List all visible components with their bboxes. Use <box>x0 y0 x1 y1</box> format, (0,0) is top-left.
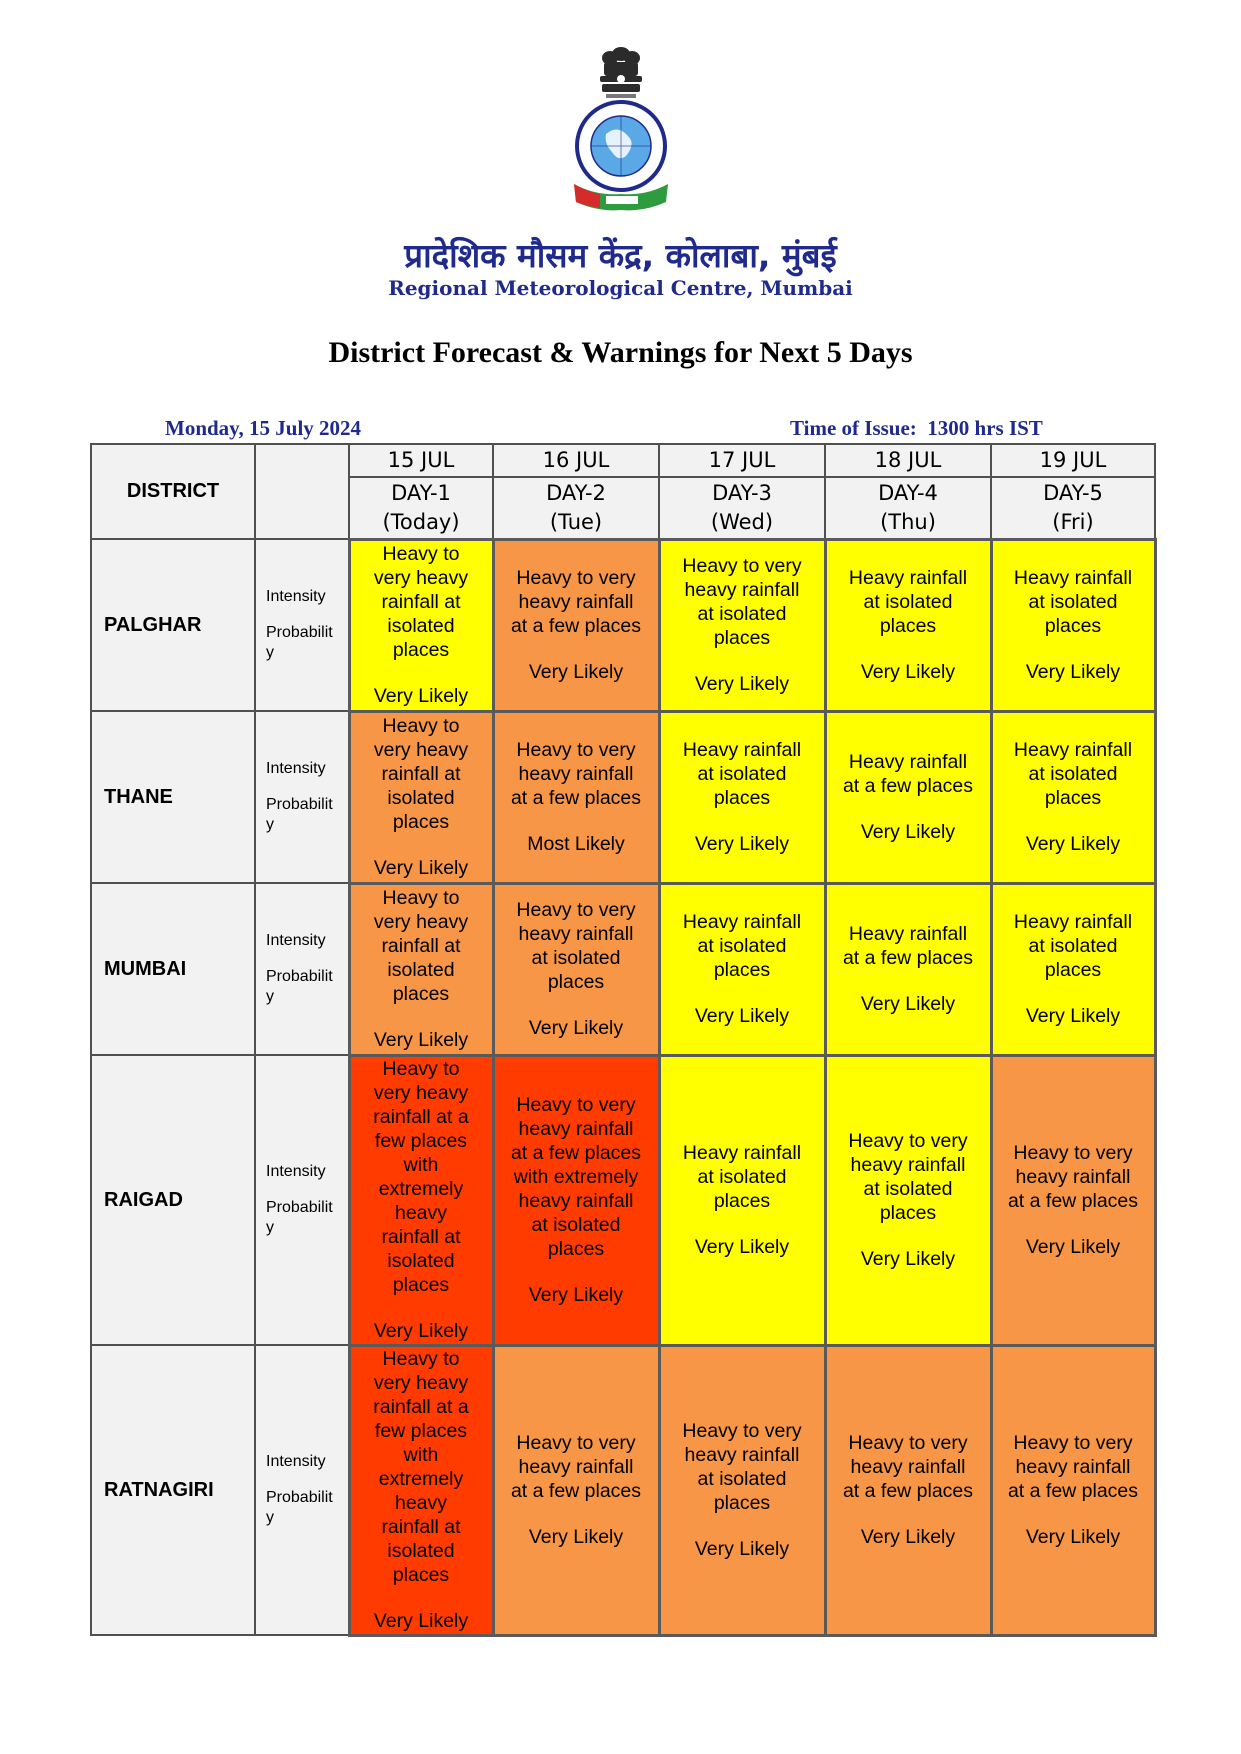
day-number: DAY-5 <box>1043 480 1103 505</box>
intensity-text: at isolated <box>697 935 787 957</box>
intensity-text: places <box>1044 615 1102 637</box>
probability-text: Very Likely <box>694 1005 790 1027</box>
intensity-text: rainfall at a <box>373 1396 469 1418</box>
imd-emblem-icon <box>566 44 676 214</box>
forecast-cell <box>659 711 825 883</box>
intensity-text: Heavy rainfall <box>848 923 968 945</box>
intensity-text: heavy rainfall <box>1015 1166 1131 1188</box>
day-date-header: 18 JUL <box>825 444 991 477</box>
intensity-text: at a few places <box>510 615 642 637</box>
row-labels <box>255 539 349 711</box>
probability-text: Very Likely <box>373 1029 469 1051</box>
page-title: District Forecast & Warnings for Next 5 Days <box>328 336 913 369</box>
probability-text: Very Likely <box>528 1526 624 1548</box>
intensity-text: places <box>713 1190 771 1212</box>
intensity-text: heavy rainfall <box>1015 1456 1131 1478</box>
intensity-text: isolated <box>387 615 455 637</box>
probability-label-wrap: y <box>266 816 274 833</box>
issue-time-value: 1300 hrs IST <box>927 416 1043 440</box>
intensity-text: places <box>713 959 771 981</box>
intensity-text: isolated <box>387 787 455 809</box>
day-weekday: (Thu) <box>880 509 936 534</box>
probability-text: Very Likely <box>1025 1526 1121 1548</box>
intensity-text: rainfall at a <box>373 1106 469 1128</box>
forecast-cell <box>349 883 493 1055</box>
intensity-text: places <box>713 787 771 809</box>
row-labels <box>255 1055 349 1345</box>
probability-text: Very Likely <box>1025 1236 1121 1258</box>
probability-text: Very Likely <box>373 685 469 707</box>
intensity-text: heavy rainfall <box>518 1190 634 1212</box>
day-number: DAY-4 <box>878 480 938 505</box>
district-name: MUMBAI <box>91 883 255 1055</box>
table-row <box>91 1345 1155 1635</box>
intensity-text: Heavy to very <box>516 1094 636 1116</box>
intensity-text: Heavy rainfall <box>682 739 802 761</box>
probability-text: Very Likely <box>860 661 956 683</box>
intensity-text: rainfall at <box>381 763 461 785</box>
day-date-header: 19 JUL <box>991 444 1155 477</box>
intensity-text: places <box>392 1274 450 1296</box>
issue-date: Monday, 15 July 2024 <box>165 416 362 440</box>
intensity-text: at a few places <box>1007 1190 1139 1212</box>
intensity-text: heavy <box>394 1202 448 1224</box>
day-weekday: (Wed) <box>710 509 774 534</box>
intensity-text: Heavy to <box>382 887 460 909</box>
forecast-cell <box>825 1055 991 1345</box>
probability-label: Probabilit <box>266 624 333 641</box>
intensity-text: very heavy <box>373 1082 469 1104</box>
probability-text: Very Likely <box>1025 833 1121 855</box>
forecast-table <box>90 443 1157 1637</box>
intensity-text: heavy rainfall <box>684 1444 800 1466</box>
intensity-text: Heavy rainfall <box>848 567 968 589</box>
intensity-text: Heavy to <box>382 1058 460 1080</box>
intensity-text: heavy rainfall <box>518 923 634 945</box>
issue-time-label: Time of Issue: <box>790 416 917 440</box>
day-label-header <box>493 477 659 539</box>
probability-text: Very Likely <box>528 1017 624 1039</box>
probability-text: Very Likely <box>528 661 624 683</box>
forecast-cell <box>991 1345 1155 1635</box>
intensity-text: Heavy to <box>382 715 460 737</box>
row-labels <box>255 1345 349 1635</box>
intensity-text: isolated <box>387 1250 455 1272</box>
table-row <box>91 539 1155 711</box>
forecast-cell <box>991 539 1155 711</box>
intensity-text: very heavy <box>373 739 469 761</box>
probability-label-wrap: y <box>266 1219 274 1236</box>
intensity-text: very heavy <box>373 911 469 933</box>
intensity-text: few places <box>374 1130 468 1152</box>
probability-label: Probabilit <box>266 968 333 985</box>
forecast-cell <box>493 1345 659 1635</box>
intensity-text: Heavy to very <box>682 1420 802 1442</box>
issue-time <box>790 416 1043 441</box>
day-label-header <box>349 477 493 539</box>
probability-text: Very Likely <box>860 821 956 843</box>
day-date-header: 16 JUL <box>493 444 659 477</box>
intensity-label: Intensity <box>266 1163 326 1180</box>
probability-text: Very Likely <box>694 673 790 695</box>
intensity-text: at a few places <box>510 1480 642 1502</box>
intensity-text: heavy rainfall <box>518 1118 634 1140</box>
intensity-text: at isolated <box>863 591 953 613</box>
forecast-cell <box>493 883 659 1055</box>
intensity-text: Heavy rainfall <box>682 911 802 933</box>
table-row <box>91 711 1155 883</box>
forecast-cell <box>349 711 493 883</box>
intensity-text: rainfall at <box>381 591 461 613</box>
forecast-cell <box>659 1055 825 1345</box>
intensity-text: places <box>879 615 937 637</box>
probability-text: Very Likely <box>373 1610 469 1632</box>
intensity-text: places <box>713 1492 771 1514</box>
intensity-text: Heavy rainfall <box>1013 567 1133 589</box>
intensity-text: heavy rainfall <box>850 1154 966 1176</box>
day-label-header <box>825 477 991 539</box>
intensity-text: places <box>1044 787 1102 809</box>
day-weekday: (Tue) <box>549 509 603 534</box>
forecast-cell <box>349 1345 493 1635</box>
district-name: PALGHAR <box>91 539 255 711</box>
intensity-text: places <box>879 1202 937 1224</box>
probability-text: Very Likely <box>1025 661 1121 683</box>
table-row <box>91 883 1155 1055</box>
intensity-text: Heavy to very <box>682 555 802 577</box>
intensity-text: at isolated <box>697 1468 787 1490</box>
intensity-text: at isolated <box>1028 935 1118 957</box>
intensity-text: isolated <box>387 959 455 981</box>
forecast-cell <box>991 883 1155 1055</box>
intensity-label: Intensity <box>266 760 326 777</box>
intensity-text: places <box>392 1564 450 1586</box>
district-name: RATNAGIRI <box>91 1345 255 1635</box>
intensity-text: rainfall at <box>381 1226 461 1248</box>
probability-label-wrap: y <box>266 988 274 1005</box>
intensity-text: Heavy rainfall <box>1013 911 1133 933</box>
forecast-cell <box>991 711 1155 883</box>
probability-text: Very Likely <box>373 857 469 879</box>
intensity-text: heavy rainfall <box>518 763 634 785</box>
intensity-text: Heavy to very <box>516 1432 636 1454</box>
intensity-text: Heavy to <box>382 543 460 565</box>
day-number: DAY-1 <box>391 480 451 505</box>
intensity-text: with <box>403 1444 439 1466</box>
forecast-cell <box>493 711 659 883</box>
probability-text: Very Likely <box>528 1284 624 1306</box>
probability-label: Probabilit <box>266 1489 333 1506</box>
intensity-text: with <box>403 1154 439 1176</box>
forecast-cell <box>349 539 493 711</box>
intensity-text: Heavy rainfall <box>848 751 968 773</box>
probability-text: Very Likely <box>694 1538 790 1560</box>
intensity-text: heavy rainfall <box>518 1456 634 1478</box>
probability-text: Very Likely <box>694 1236 790 1258</box>
intensity-text: Heavy to very <box>516 567 636 589</box>
intensity-text: Heavy to very <box>848 1432 968 1454</box>
intensity-text: places <box>392 983 450 1005</box>
day-label-header <box>659 477 825 539</box>
forecast-cell <box>825 883 991 1055</box>
forecast-cell <box>493 1055 659 1345</box>
district-name: RAIGAD <box>91 1055 255 1345</box>
intensity-text: at isolated <box>697 1166 787 1188</box>
intensity-text: Heavy to very <box>516 899 636 921</box>
probability-text: Very Likely <box>860 1526 956 1548</box>
intensity-text: heavy rainfall <box>684 579 800 601</box>
intensity-text: places <box>392 639 450 661</box>
probability-text: Very Likely <box>860 993 956 1015</box>
intensity-text: at a few places <box>842 947 974 969</box>
forecast-cell <box>825 1345 991 1635</box>
day-date-header: 15 JUL <box>349 444 493 477</box>
intensity-label: Intensity <box>266 1453 326 1470</box>
probability-label-wrap: y <box>266 644 274 661</box>
intensity-label: Intensity <box>266 932 326 949</box>
intensity-text: heavy rainfall <box>850 1456 966 1478</box>
intensity-text: at isolated <box>863 1178 953 1200</box>
intensity-text: isolated <box>387 1540 455 1562</box>
intensity-text: at a few places <box>510 787 642 809</box>
intensity-text: at isolated <box>531 1214 621 1236</box>
row-labels <box>255 711 349 883</box>
probability-label: Probabilit <box>266 1199 333 1216</box>
forecast-cell <box>825 711 991 883</box>
intensity-text: at isolated <box>697 603 787 625</box>
district-name: THANE <box>91 711 255 883</box>
intensity-text: few places <box>374 1420 468 1442</box>
forecast-cell <box>349 1055 493 1345</box>
intensity-text: very heavy <box>373 567 469 589</box>
intensity-text: at isolated <box>1028 591 1118 613</box>
intensity-text: rainfall at <box>381 935 461 957</box>
intensity-text: Heavy to very <box>1013 1142 1133 1164</box>
probability-text: Very Likely <box>373 1320 469 1342</box>
table-row <box>91 1055 1155 1345</box>
intensity-text: at isolated <box>1028 763 1118 785</box>
intensity-text: very heavy <box>373 1372 469 1394</box>
intensity-text: heavy <box>394 1492 448 1514</box>
probability-text: Most Likely <box>527 833 625 855</box>
intensity-text: places <box>547 971 605 993</box>
forecast-cell <box>659 1345 825 1635</box>
intensity-text: Heavy to very <box>1013 1432 1133 1454</box>
intensity-text: Heavy rainfall <box>682 1142 802 1164</box>
forecast-cell <box>825 539 991 711</box>
probability-text: Very Likely <box>694 833 790 855</box>
intensity-text: extremely <box>378 1468 464 1490</box>
row-labels <box>255 883 349 1055</box>
intensity-text: at isolated <box>531 947 621 969</box>
intensity-text: places <box>1044 959 1102 981</box>
intensity-text: at isolated <box>697 763 787 785</box>
intensity-text: Heavy to very <box>516 739 636 761</box>
day-number: DAY-2 <box>546 480 606 505</box>
probability-label-wrap: y <box>266 1509 274 1526</box>
intensity-text: extremely <box>378 1178 464 1200</box>
forecast-cell <box>659 539 825 711</box>
intensity-text: at a few places <box>510 1142 642 1164</box>
day-weekday: (Fri) <box>1052 509 1094 534</box>
day-number: DAY-3 <box>712 480 772 505</box>
intensity-text: Heavy rainfall <box>1013 739 1133 761</box>
probability-text: Very Likely <box>1025 1005 1121 1027</box>
intensity-text: places <box>392 811 450 833</box>
intensity-text: Heavy to <box>382 1348 460 1370</box>
day-label-header <box>991 477 1155 539</box>
intensity-text: places <box>547 1238 605 1260</box>
intensity-text: places <box>713 627 771 649</box>
intensity-text: at a few places <box>1007 1480 1139 1502</box>
intensity-text: at a few places <box>842 775 974 797</box>
probability-label: Probabilit <box>266 796 333 813</box>
intensity-text: heavy rainfall <box>518 591 634 613</box>
district-header: DISTRICT <box>91 444 255 539</box>
header-blank <box>255 444 349 539</box>
day-date-header: 17 JUL <box>659 444 825 477</box>
probability-text: Very Likely <box>860 1248 956 1270</box>
intensity-text: Heavy to very <box>848 1130 968 1152</box>
forecast-cell <box>493 539 659 711</box>
hindi-centre-name: प्रादेशिक मौसम केंद्र, कोलाबा, मुंबई <box>404 236 837 275</box>
centre-name: Regional Meteorological Centre, Mumbai <box>388 276 853 300</box>
intensity-text: rainfall at <box>381 1516 461 1538</box>
intensity-text: at a few places <box>842 1480 974 1502</box>
intensity-label: Intensity <box>266 588 326 605</box>
intensity-text: with extremely <box>513 1166 639 1188</box>
forecast-cell <box>659 883 825 1055</box>
day-weekday: (Today) <box>382 509 460 534</box>
forecast-cell <box>991 1055 1155 1345</box>
